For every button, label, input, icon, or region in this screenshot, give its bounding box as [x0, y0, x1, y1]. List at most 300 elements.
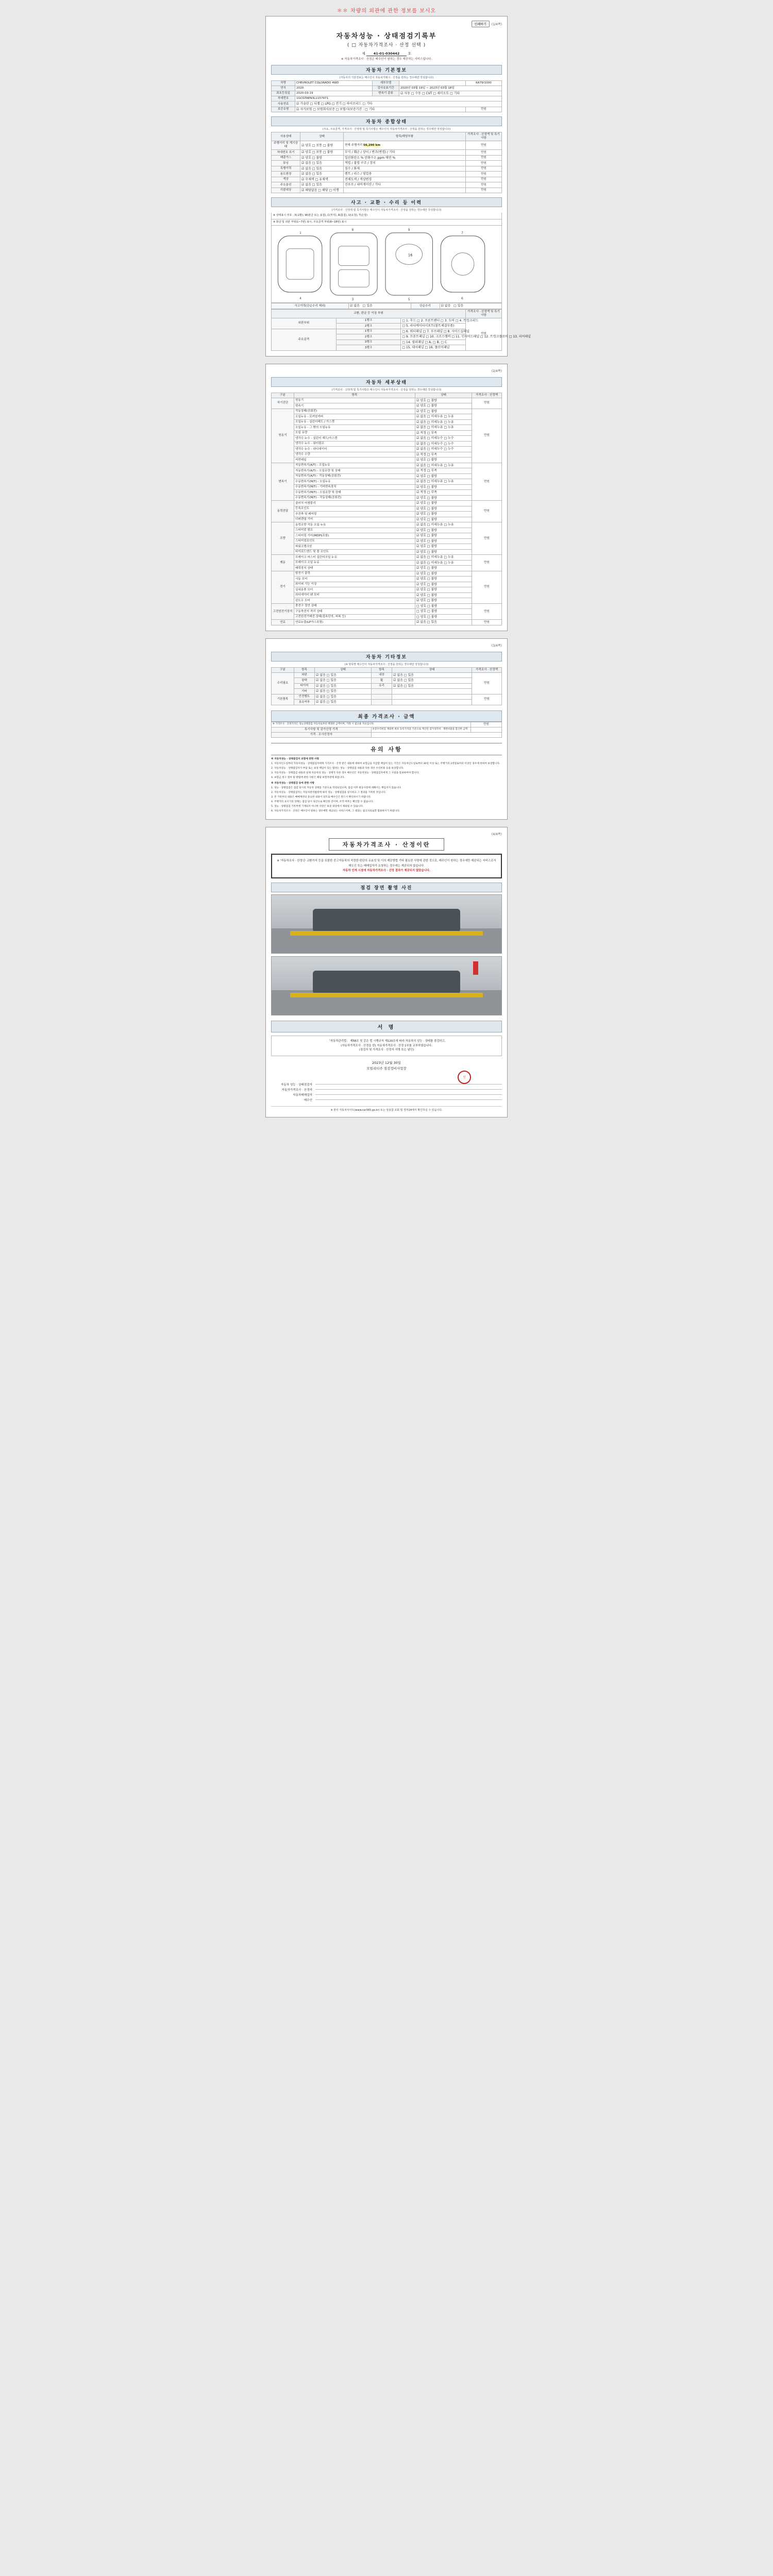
detail-state-5-0[interactable]: ☑ 없음 □ 미세누유 □ 누유: [415, 555, 472, 561]
etc-state-0-3[interactable]: ☑ 없음 □ 있음: [315, 689, 372, 694]
detail-item-5-0: 브레이크 마스터 실린더오일 누유: [294, 555, 415, 561]
accident-history-value[interactable]: ☑ 없음 □ 있음: [349, 303, 411, 309]
table-row: [272, 501, 502, 506]
car-diagram-svg: [272, 226, 501, 302]
insurance-options[interactable]: [295, 107, 466, 112]
detail-item-4-1: 스티어링 펌프: [294, 528, 415, 533]
table-row: [272, 609, 502, 615]
etc-item2-0-0: 내장: [372, 672, 392, 678]
outer-items-2[interactable]: □ 5. 라디에이터서포트(볼트체결부품): [401, 324, 466, 329]
etc-state2-0-2[interactable]: ☑ 없음 □ 있음: [392, 683, 472, 689]
ins-opt-2[interactable]: □ 보험사(보증기간 :: [335, 107, 364, 111]
detail-item-4-5: 타이로드엔드 및 볼 조인트: [294, 549, 415, 555]
detail-state-2-6[interactable]: ☑ 양호 □ 불량: [415, 495, 472, 501]
ins-opt-0[interactable]: ☑ 자가보험: [296, 107, 312, 111]
detail-state-2-4[interactable]: ☑ 양호 □ 불량: [415, 484, 472, 490]
table-header-row: [272, 393, 502, 398]
page-1-header: [271, 21, 502, 27]
detail-state-7-1[interactable]: □ 양호 □ 불량: [415, 609, 472, 615]
detail-state-2-3[interactable]: ☑ 없음 □ 미세누유 □ 누유: [415, 479, 472, 485]
overall-note-3: 만원: [466, 161, 502, 166]
detail-state-0-1[interactable]: ☑ 양호 □ 불량: [415, 403, 472, 409]
detail-state-2-2[interactable]: ☑ 양호 □ 불량: [415, 473, 472, 479]
sign-statement: [271, 1036, 502, 1056]
price-row-label: 특기사항 및 감가산정 가격: [272, 727, 372, 732]
etc-state-0-1[interactable]: ☑ 없음 □ 있음: [315, 678, 372, 684]
guide-title: 자동차가격조사 · 산정이란: [329, 838, 445, 851]
fuel-opt-4[interactable]: □ 하이브리드: [342, 102, 362, 106]
trans-opt-3[interactable]: □ 세미오토: [433, 91, 449, 95]
table-row: [272, 582, 502, 587]
basic-label-2: 최초등록일: [272, 91, 295, 96]
detail-group-3: 동력전달: [272, 501, 294, 522]
detail-item-7-2: 고전원전기배선 상태(접속단자, 피복 등): [294, 614, 415, 620]
svg-text:16: 16: [408, 253, 413, 258]
table-row: [272, 598, 502, 604]
detail-item-1-5: 냉각수 누수 - 실린더 헤드/가스켓: [294, 436, 415, 442]
detail-state-6-0[interactable]: ☑ 양호 □ 불량: [415, 571, 472, 577]
photo-1-lift: [290, 931, 483, 936]
page-3: [265, 638, 508, 820]
detail-state-1-2[interactable]: ☑ 없음 □ 미세누유 □ 누유: [415, 419, 472, 425]
overall-detail-4: 침수 / 화재: [344, 166, 466, 172]
price-table: [271, 722, 502, 738]
accident-history-label: 사고이력(단순수리 제외): [272, 303, 349, 309]
etc-state-0-2[interactable]: ☑ 없음 □ 있음: [315, 683, 372, 689]
overall-state-0[interactable]: ☑ 양호 □ 보통 □ 불량: [300, 141, 344, 150]
frame-items-2[interactable]: □ 9. 프론트패널 □ 10. 크로스멤버 □ 11. 인사이드패널 □ 12. 트렁크플로어 □ 13. 리어패널: [401, 334, 466, 340]
overall-detail-0: 현재 주행거리 56,290 km: [344, 141, 466, 150]
etc-col-price: 가격조사 · 산정액: [472, 667, 502, 672]
list-item: [271, 1098, 502, 1102]
detail-state-1-7[interactable]: ☑ 없음 □ 미세누수 □ 누수: [415, 447, 472, 452]
detail-price-1: 만원: [472, 409, 502, 463]
detail-price-2: 만원: [472, 463, 502, 501]
basic-band-note: (자동차의 기본정보는 매수인이 자동차거래시 · 산정을 원하는 경우에만 작성합니다): [339, 76, 434, 79]
table-row: [272, 672, 502, 678]
etc-item2-0-3: [372, 689, 392, 694]
document-root: [0, 0, 773, 1145]
overall-note-1: 만원: [466, 150, 502, 156]
detail-state-8-0[interactable]: ☑ 없음 □ 있음: [415, 620, 472, 625]
sign-rows: [271, 1082, 502, 1102]
detail-state-3-0[interactable]: ☑ 양호 □ 불량: [415, 501, 472, 506]
photo-2-marker: [473, 961, 478, 975]
detail-state-3-1[interactable]: ☑ 양호 □ 불량: [415, 506, 472, 512]
detail-item-1-6: 냉각수 누수 - 워터펌프: [294, 441, 415, 447]
detail-state-0-0[interactable]: ☑ 양호 □ 불량: [415, 398, 472, 403]
table-row: [272, 81, 502, 86]
fuel-opt-2[interactable]: □ LPG: [321, 102, 331, 106]
etc-state2-1-1[interactable]: [392, 700, 472, 705]
detail-state-1-3[interactable]: ☑ 없음 □ 미세누유 □ 누유: [415, 425, 472, 431]
table-row: [272, 107, 502, 112]
table-row: [272, 479, 502, 485]
col-detail: 항목/해당부품: [344, 132, 466, 141]
sign-role-1: 자동차가격조사 · 산정자: [281, 1088, 312, 1092]
sign-text-1: 「자동차관리법」 제58조 및 같은 법 시행규칙 제120조에 따라 자동차의 성능 · 상태를 점검하고,: [327, 1039, 446, 1043]
etc-item-1-0: 안전벨트: [294, 694, 315, 700]
price-row-body: 보증수리비를 제외한 최초 등록가격을 기준으로 계산된 감가상각비 · 제반비용을 합산한 금액: [371, 727, 471, 732]
table-row: [272, 436, 502, 442]
table-header-row: [272, 132, 502, 141]
detail-state-1-9[interactable]: ☑ 양호 □ 불량: [415, 457, 472, 463]
fuel-label: 사용연료: [272, 101, 295, 107]
detail-group-5: 제동: [272, 555, 294, 571]
etc-state2-0-3[interactable]: [392, 689, 472, 694]
etc-state2-0-1[interactable]: ☑ 없음 □ 있음: [392, 678, 472, 684]
detail-item-2-3: 수동변속기(M/T) - 오일누유: [294, 479, 415, 485]
table-row: [272, 517, 502, 522]
overall-detail-3: 적법 / 불법 구조 / 장치: [344, 161, 466, 166]
list-item: [271, 1088, 502, 1092]
overall-state-8[interactable]: ☑ 해당없음 □ 해당 □ 이행: [300, 188, 344, 193]
page-subtitle: ( □ 자동차가격조사 · 산정 선택 ): [347, 43, 426, 48]
ins-opt-3[interactable]: □ 기타: [365, 107, 375, 111]
top-warning-text: ＊＊ 차량의 외관에 관한 정보를 보시오: [337, 8, 436, 14]
detail-state-1-5[interactable]: ☑ 없음 □ 미세누수 □ 누수: [415, 436, 472, 442]
basic-band-title: 자동차 기본정보: [271, 65, 502, 75]
table-row: [272, 620, 502, 625]
table-row: [272, 683, 502, 689]
trans-opt-0[interactable]: ☑ 자동: [400, 91, 410, 95]
detail-state-6-1[interactable]: ☑ 양호 □ 불량: [415, 577, 472, 582]
detail-group-6: 전기: [272, 571, 294, 603]
detail-col-price: 가격조사 · 산정액: [472, 393, 502, 398]
table-row: [272, 727, 502, 732]
detail-item-7-1: 구동축전지 격리 상태: [294, 609, 415, 615]
trans-opt-1[interactable]: □ 수동: [411, 91, 421, 95]
etc-price-0: 만원: [472, 672, 502, 694]
detail-state-6-3[interactable]: ☑ 양호 □ 불량: [415, 587, 472, 593]
overall-band-note: (주요, 주요골격, 가격조사 · 산정액 및 특기사항은 매수인이 자동차가격조사 · 산정을 원하는 경우에만 작성합니다): [322, 128, 451, 131]
table-row: [272, 419, 502, 425]
accident-band-title: 사고 · 교환 · 수리 등 이력: [271, 197, 502, 207]
top-warning-bar: [0, 3, 773, 16]
detail-state-4-3[interactable]: ☑ 양호 □ 불량: [415, 538, 472, 544]
table-row: [272, 86, 502, 91]
parts-price-note: 만원: [466, 318, 502, 350]
print-button[interactable]: 인쇄하기: [472, 21, 490, 27]
etc-state2-0-0[interactable]: ☑ 없음 □ 있음: [392, 672, 472, 678]
detail-item-6-2: 와이퍼 기능 이상: [294, 582, 415, 587]
detail-group-8: 연료: [272, 620, 294, 625]
svg-text:6: 6: [461, 297, 463, 301]
detail-item-3-1: 등속조인트: [294, 506, 415, 512]
caution-item-1-1: 2. 자동차성능 · 상태점검자는 자동차관리법령에 따라 성능 · 상태점검을 실시하고 그 결과를 기록한 것입니다.: [271, 791, 386, 794]
etc-band-title: 자동차 기타정보: [271, 652, 502, 662]
detail-item-6-0: 발전기 출력: [294, 571, 415, 577]
detail-item-1-0: 작동상태(공회전): [294, 409, 415, 414]
etc-item-0-3: 기타: [294, 689, 315, 694]
table-row: [272, 425, 502, 431]
detail-state-2-1[interactable]: ☑ 적정 □ 부족: [415, 468, 472, 474]
etc-col-group: 구분: [272, 667, 294, 672]
overall-detail-8: [344, 188, 466, 193]
overall-detail-6: 전체도색 / 색상변경: [344, 177, 466, 182]
overall-state-5[interactable]: ☑ 없음 □ 있음: [300, 172, 344, 177]
detail-price-6: 만원: [472, 571, 502, 603]
detail-state-2-0[interactable]: ☑ 없음 □ 미세누유 □ 누유: [415, 463, 472, 468]
table-row: [272, 155, 502, 161]
table-row: [272, 172, 502, 177]
detail-item-1-8: 냉각수 수량: [294, 452, 415, 457]
basic-label-1: 연식: [272, 86, 295, 91]
overall-state-2[interactable]: ☑ 양호 □ 불량: [300, 155, 344, 161]
detail-state-6-4[interactable]: ☑ 양호 □ 불량: [415, 592, 472, 598]
overall-note-0: 만원: [466, 141, 502, 150]
frame-items-1[interactable]: □ 6. 쿼터패널 □ 7. 루프패널 □ 8. 사이드실패널: [401, 329, 466, 334]
table-row: [272, 91, 502, 96]
detail-item-5-2: 배력장치 상태: [294, 566, 415, 571]
ins-opt-1[interactable]: □ 보험회사보증: [313, 107, 335, 111]
overall-name-0: 주행거리 및 계기상태: [272, 141, 300, 150]
col-price: 가격조사 · 산정액 및 특기사항: [466, 132, 502, 141]
etc-state-1-0[interactable]: ☑ 없음 □ 있음: [315, 694, 372, 700]
frame-items-4[interactable]: □ 15. 대시패널 □ 16. 플로어패널: [401, 345, 466, 351]
detail-item-0-1: 변속기: [294, 403, 415, 409]
table-header-row: [272, 667, 502, 672]
table-header-row: [272, 309, 502, 318]
trans-opt-2[interactable]: □ CVT: [422, 91, 432, 95]
price-unit: 만원: [471, 722, 502, 727]
caution-item-1-2: 3. 본 기록부의 내용은 매매계약의 중요한 내용이 되므로 매수인은 반드시 확인하시기 바랍니다.: [271, 796, 372, 799]
photo-band-title: 점검 장면 촬영 사진: [271, 883, 502, 892]
overall-detail-2: 일산화탄소 % 탄화수소 ppm 매연 %: [344, 155, 466, 161]
table-row: [272, 678, 502, 684]
parts-head-left: 교환, 판금 등 이상 부위: [272, 309, 466, 318]
detail-item-3-2: 추진축 및 베어링: [294, 512, 415, 517]
detail-item-1-9: 커먼레일: [294, 457, 415, 463]
table-row: [272, 560, 502, 566]
page-3-number: (3/4쪽): [491, 643, 502, 648]
accident-summary-table: [271, 303, 502, 309]
basic-value3-0: KA79/1000: [466, 81, 502, 86]
page-4-number: (4/4쪽): [491, 833, 502, 837]
overall-name-2: 배출가스: [272, 155, 300, 161]
sign-value-1[interactable]: [315, 1089, 502, 1090]
etc-state2-1-0[interactable]: [392, 694, 472, 700]
doc-note: ※ 자동차가격조사 · 산정은 매수인이 원하는 경우 제공하는 서비스입니다.: [341, 58, 432, 61]
detail-state-3-2[interactable]: ☑ 양호 □ 불량: [415, 512, 472, 517]
detail-item-2-2: 자동변속기(A/T) - 작동상태(공회전): [294, 473, 415, 479]
detail-item-1-4: 오일 유량: [294, 430, 415, 436]
caution-item-0-1: 2. 자동차성능 · 상태점검자가 부담 또는 보상 책임이 있는 범위는 성능 · 상태점검 내용과 다른 경우 수리비용 등을 보상합니다.: [271, 767, 404, 770]
detail-col-state: 상태: [415, 393, 472, 398]
table-row: [272, 484, 502, 490]
etc-price-1: 만원: [472, 694, 502, 705]
table-row: [272, 96, 502, 101]
page-1-number: (1/4쪽): [491, 23, 502, 26]
fuel-opt-1[interactable]: □ 디젤: [310, 102, 320, 106]
overall-name-3: 튜닝: [272, 161, 300, 166]
frame-rank-3: 3랭크: [336, 340, 401, 345]
detail-state-4-2[interactable]: ☑ 양호 □ 불량: [415, 533, 472, 539]
footer-note: ※ 본사 자동차사이트(www.car365.go.kr) 또는 상용참 조회 및 정부24에서 확인하실 수 있습니다.: [271, 1106, 502, 1112]
fuel-opt-5[interactable]: □ 기타: [362, 102, 373, 106]
detail-state-4-4[interactable]: ☑ 양호 □ 불량: [415, 544, 472, 550]
table-row: [272, 490, 502, 496]
detail-group-2: 변속기: [272, 463, 294, 501]
frame-items-3[interactable]: □ 14. 필러패널 □ A, □ B, □ C: [401, 340, 466, 345]
overall-note-8: 만원: [466, 188, 502, 193]
accident-legend-1: ※ 상태표시 부호 : X(교환), W(판금 또는 용접), C(부식), A(흠집), U(요철), T(손상): [271, 213, 502, 219]
accident-legend-2: ※ 화살 및 외판 부위(1~7번) 표시, 주요골격 부위(8~18번) 표시: [271, 219, 502, 226]
caution-body: [271, 757, 502, 814]
caution-head-1: ※ 자동차성능 · 상태점검 등에 관한 사항: [271, 782, 315, 785]
etc-col-state: 상태: [315, 667, 372, 672]
caution-title: 유의 사항: [271, 743, 502, 755]
overall-name-4: 특별이력: [272, 166, 300, 172]
overall-state-6[interactable]: ☑ 무채색 □ 유채색: [300, 177, 344, 182]
table-row: [272, 101, 502, 107]
etc-table-body: [272, 672, 502, 705]
table-row: [272, 463, 502, 468]
etc-state-1-1[interactable]: ☑ 없음 □ 있음: [315, 700, 372, 705]
table-row: [272, 722, 502, 727]
page-3-header: [271, 643, 502, 648]
parts-head-price: 가격조사 · 산정액 및 특기사항: [466, 309, 502, 318]
page-title: 자동차성능 · 상태점검기록부: [336, 32, 437, 40]
detail-state-1-1[interactable]: ☑ 없음 □ 미세누유 □ 누유: [415, 414, 472, 420]
sign-band-title: 서 명: [271, 1021, 502, 1032]
page-1: [265, 16, 531, 357]
etc-item-1-1: 보유여부: [294, 700, 315, 705]
detail-state-1-4[interactable]: ☑ 적정 □ 부족: [415, 430, 472, 436]
detail-item-1-2: 오일누유 - 실린더헤드 / 가스켓: [294, 419, 415, 425]
detail-state-3-3[interactable]: ☑ 양호 □ 불량: [415, 517, 472, 522]
detail-state-2-5[interactable]: ☑ 적정 □ 부족: [415, 490, 472, 496]
detail-band-note: (가격조사 · 산정액 및 특기사항은 매수인이 자동차가격조사 · 산정을 원하는 경우에만 작성합니다): [331, 388, 442, 392]
col-use-state: 사용상태: [272, 132, 300, 141]
price-band-title: 최종 가격조사 · 금액: [271, 710, 502, 722]
table-row: [272, 182, 502, 188]
detail-item-3-0: 클러치 어셈블리: [294, 501, 415, 506]
accident-band-note: (가격조사 · 산정액 및 특기사항은 매수인이 자동차가격조사 · 산정을 원하는 경우에만 작성합니다): [331, 209, 442, 212]
simple-repair-value[interactable]: ☑ 없음 □ 있음: [440, 303, 502, 309]
detail-state-7-2[interactable]: □ 양호 □ 불량: [415, 614, 472, 620]
caution-item-1-0: 1. 성능 · 상태점검은 점검 당시의 자동차 상태를 기준으로 작성되었으며, 점검 이후 변동사항에 대해서는 책임지지 않습니다.: [271, 787, 402, 790]
detail-item-8-0: 연료누출(LP가스포함): [294, 620, 415, 625]
detail-item-4-4: 파워크랭크암: [294, 544, 415, 550]
page-2: [265, 364, 508, 631]
caution-item-1-3: 4. 주행거리 표시기의 상태는 점검 당시 육안으로 확인한 것이며, 조작 여부는 확인할 수 없습니다.: [271, 801, 374, 804]
etc-item-0-2: 타이어: [294, 683, 315, 689]
overall-note-7: 만원: [466, 182, 502, 188]
basic-label-3: 차대번호: [272, 96, 295, 101]
frame-rank-1: 1랭크: [336, 329, 401, 334]
etc-state-0-0[interactable]: ☑ 없음 □ 있음: [315, 672, 372, 678]
detail-item-4-0: 동력조향 작동 오일 누유: [294, 522, 415, 528]
table-row: [272, 538, 502, 544]
detail-state-7-0[interactable]: □ 양호 □ 불량: [415, 603, 472, 609]
sign-org: 모빌리티주 점검정비사업장: [366, 1066, 407, 1071]
detail-item-6-3: 실내송풍 모터: [294, 587, 415, 593]
sign-role-2: 자동차매매업자: [293, 1093, 312, 1097]
detail-col-item: 항목: [294, 393, 415, 398]
overall-state-4[interactable]: ☑ 없음 □ 있음: [300, 166, 344, 172]
table-row: [272, 614, 502, 620]
detail-item-6-1: 시동 모터: [294, 577, 415, 582]
overall-state-1[interactable]: ☑ 양호 □ 보통 □ 불량: [300, 150, 344, 156]
page-4: [265, 827, 508, 1117]
price-row-value-2: [371, 732, 502, 737]
overall-name-1: 차대번호 표기: [272, 150, 300, 156]
basic-label2-2: 변속기 종류: [373, 91, 399, 96]
overall-state-3[interactable]: ☑ 없음 □ 있음: [300, 161, 344, 166]
table-row: [272, 528, 502, 533]
outer-items-1[interactable]: □ 1. 후드 □ 2. 프론트펜더 □ 3. 도어 □ 4. 트렁크리드: [401, 318, 466, 324]
price-row-value: [471, 727, 502, 732]
detail-item-1-3: 오일누유 - 그 밖의 오일누유: [294, 425, 415, 431]
etc-item-0-0: 외판: [294, 672, 315, 678]
detail-state-4-5[interactable]: ☑ 양호 □ 불량: [415, 549, 472, 555]
detail-state-4-1[interactable]: ☑ 양호 □ 불량: [415, 528, 472, 533]
detail-state-1-0[interactable]: ☑ 양호 □ 불량: [415, 409, 472, 414]
fuel-opt-0[interactable]: ☑ 가솔린: [296, 102, 309, 106]
sign-date: 2023년 12월 30일: [372, 1060, 401, 1065]
frame-rank-2: 2랭크: [336, 334, 401, 340]
detail-price-0: 만원: [472, 398, 502, 409]
detail-item-2-1: 자동변속기(A/T) - 오일유량 및 상태: [294, 468, 415, 474]
table-row: [272, 177, 502, 182]
guide-body: ※ '자동차조사 · 산정'은 교환가치 등을 포함한 중고자동차의 적정한 판단의 유효성 및 이의 제공방법 기타 필요한 사항에 관한 것으로, 매수인이 원하는 경우에만 제공되는 서비스로서 매도인 또는 매매업자가 요청하는 경우에는 제공되지 않습니다.: [277, 859, 496, 868]
frame-title: 주요골격: [272, 329, 337, 350]
page-4-header: [271, 832, 502, 836]
detail-state-1-8[interactable]: ☑ 적정 □ 부족: [415, 452, 472, 457]
basic-label-0: 차명: [272, 81, 295, 86]
detail-item-1-7: 냉각수 누수 - 라디에이터: [294, 447, 415, 452]
outer-panel-title: 외판부위: [272, 318, 337, 329]
doc-no-suffix: 호: [408, 52, 411, 56]
etc-col-item: 항목: [294, 667, 315, 672]
detail-state-1-6[interactable]: ☑ 없음 □ 미세누수 □ 누수: [415, 441, 472, 447]
etc-group-0: 수리필요: [272, 672, 294, 694]
detail-state-6-5[interactable]: ☑ 양호 □ 불량: [415, 598, 472, 604]
guide-highlight: 자동차 인계 시점에 자동차가격조사 · 산정 결과가 제공되지 않았습니다.: [342, 869, 431, 872]
table-row: [272, 457, 502, 463]
etc-band-note: (※ 항목별 매수인이 자동차가격조사 · 산정을 원하는 경우에만 작성합니다): [344, 663, 429, 666]
table-row: [272, 409, 502, 414]
photo-2-vehicle: [313, 971, 460, 994]
table-row: [272, 161, 502, 166]
table-row: [272, 577, 502, 582]
svg-text:7: 7: [461, 231, 463, 235]
detail-state-4-0[interactable]: ☑ 없음 □ 미세누유 □ 누유: [415, 522, 472, 528]
sign-value-2[interactable]: [315, 1094, 502, 1095]
detail-price-5: 만원: [472, 555, 502, 571]
document-number: [271, 51, 502, 56]
sign-value-3[interactable]: [315, 1099, 502, 1100]
table-row: [272, 571, 502, 577]
fuel-options[interactable]: [295, 101, 502, 107]
detail-state-5-2[interactable]: ☑ 양호 □ 불량: [415, 566, 472, 571]
table-row: [272, 495, 502, 501]
photo-2-lift: [290, 993, 483, 997]
fuel-opt-3[interactable]: □ 전기: [331, 102, 342, 106]
detail-state-5-1[interactable]: ☑ 없음 □ 미세누유 □ 누유: [415, 560, 472, 566]
table-row: [272, 732, 502, 737]
detail-state-6-2[interactable]: ☑ 양호 □ 불량: [415, 582, 472, 587]
basic-value-1: 2020: [295, 86, 373, 91]
trans-opt-4[interactable]: □ 기타: [450, 91, 460, 95]
transmission-options[interactable]: [399, 91, 502, 96]
overall-state-7[interactable]: ☑ 없음 □ 있음: [300, 182, 344, 188]
table-row: [272, 694, 502, 700]
detail-item-7-0: 충전구 절연 상태: [294, 603, 415, 609]
car-damage-diagram: [271, 226, 502, 303]
table-row: [272, 188, 502, 193]
